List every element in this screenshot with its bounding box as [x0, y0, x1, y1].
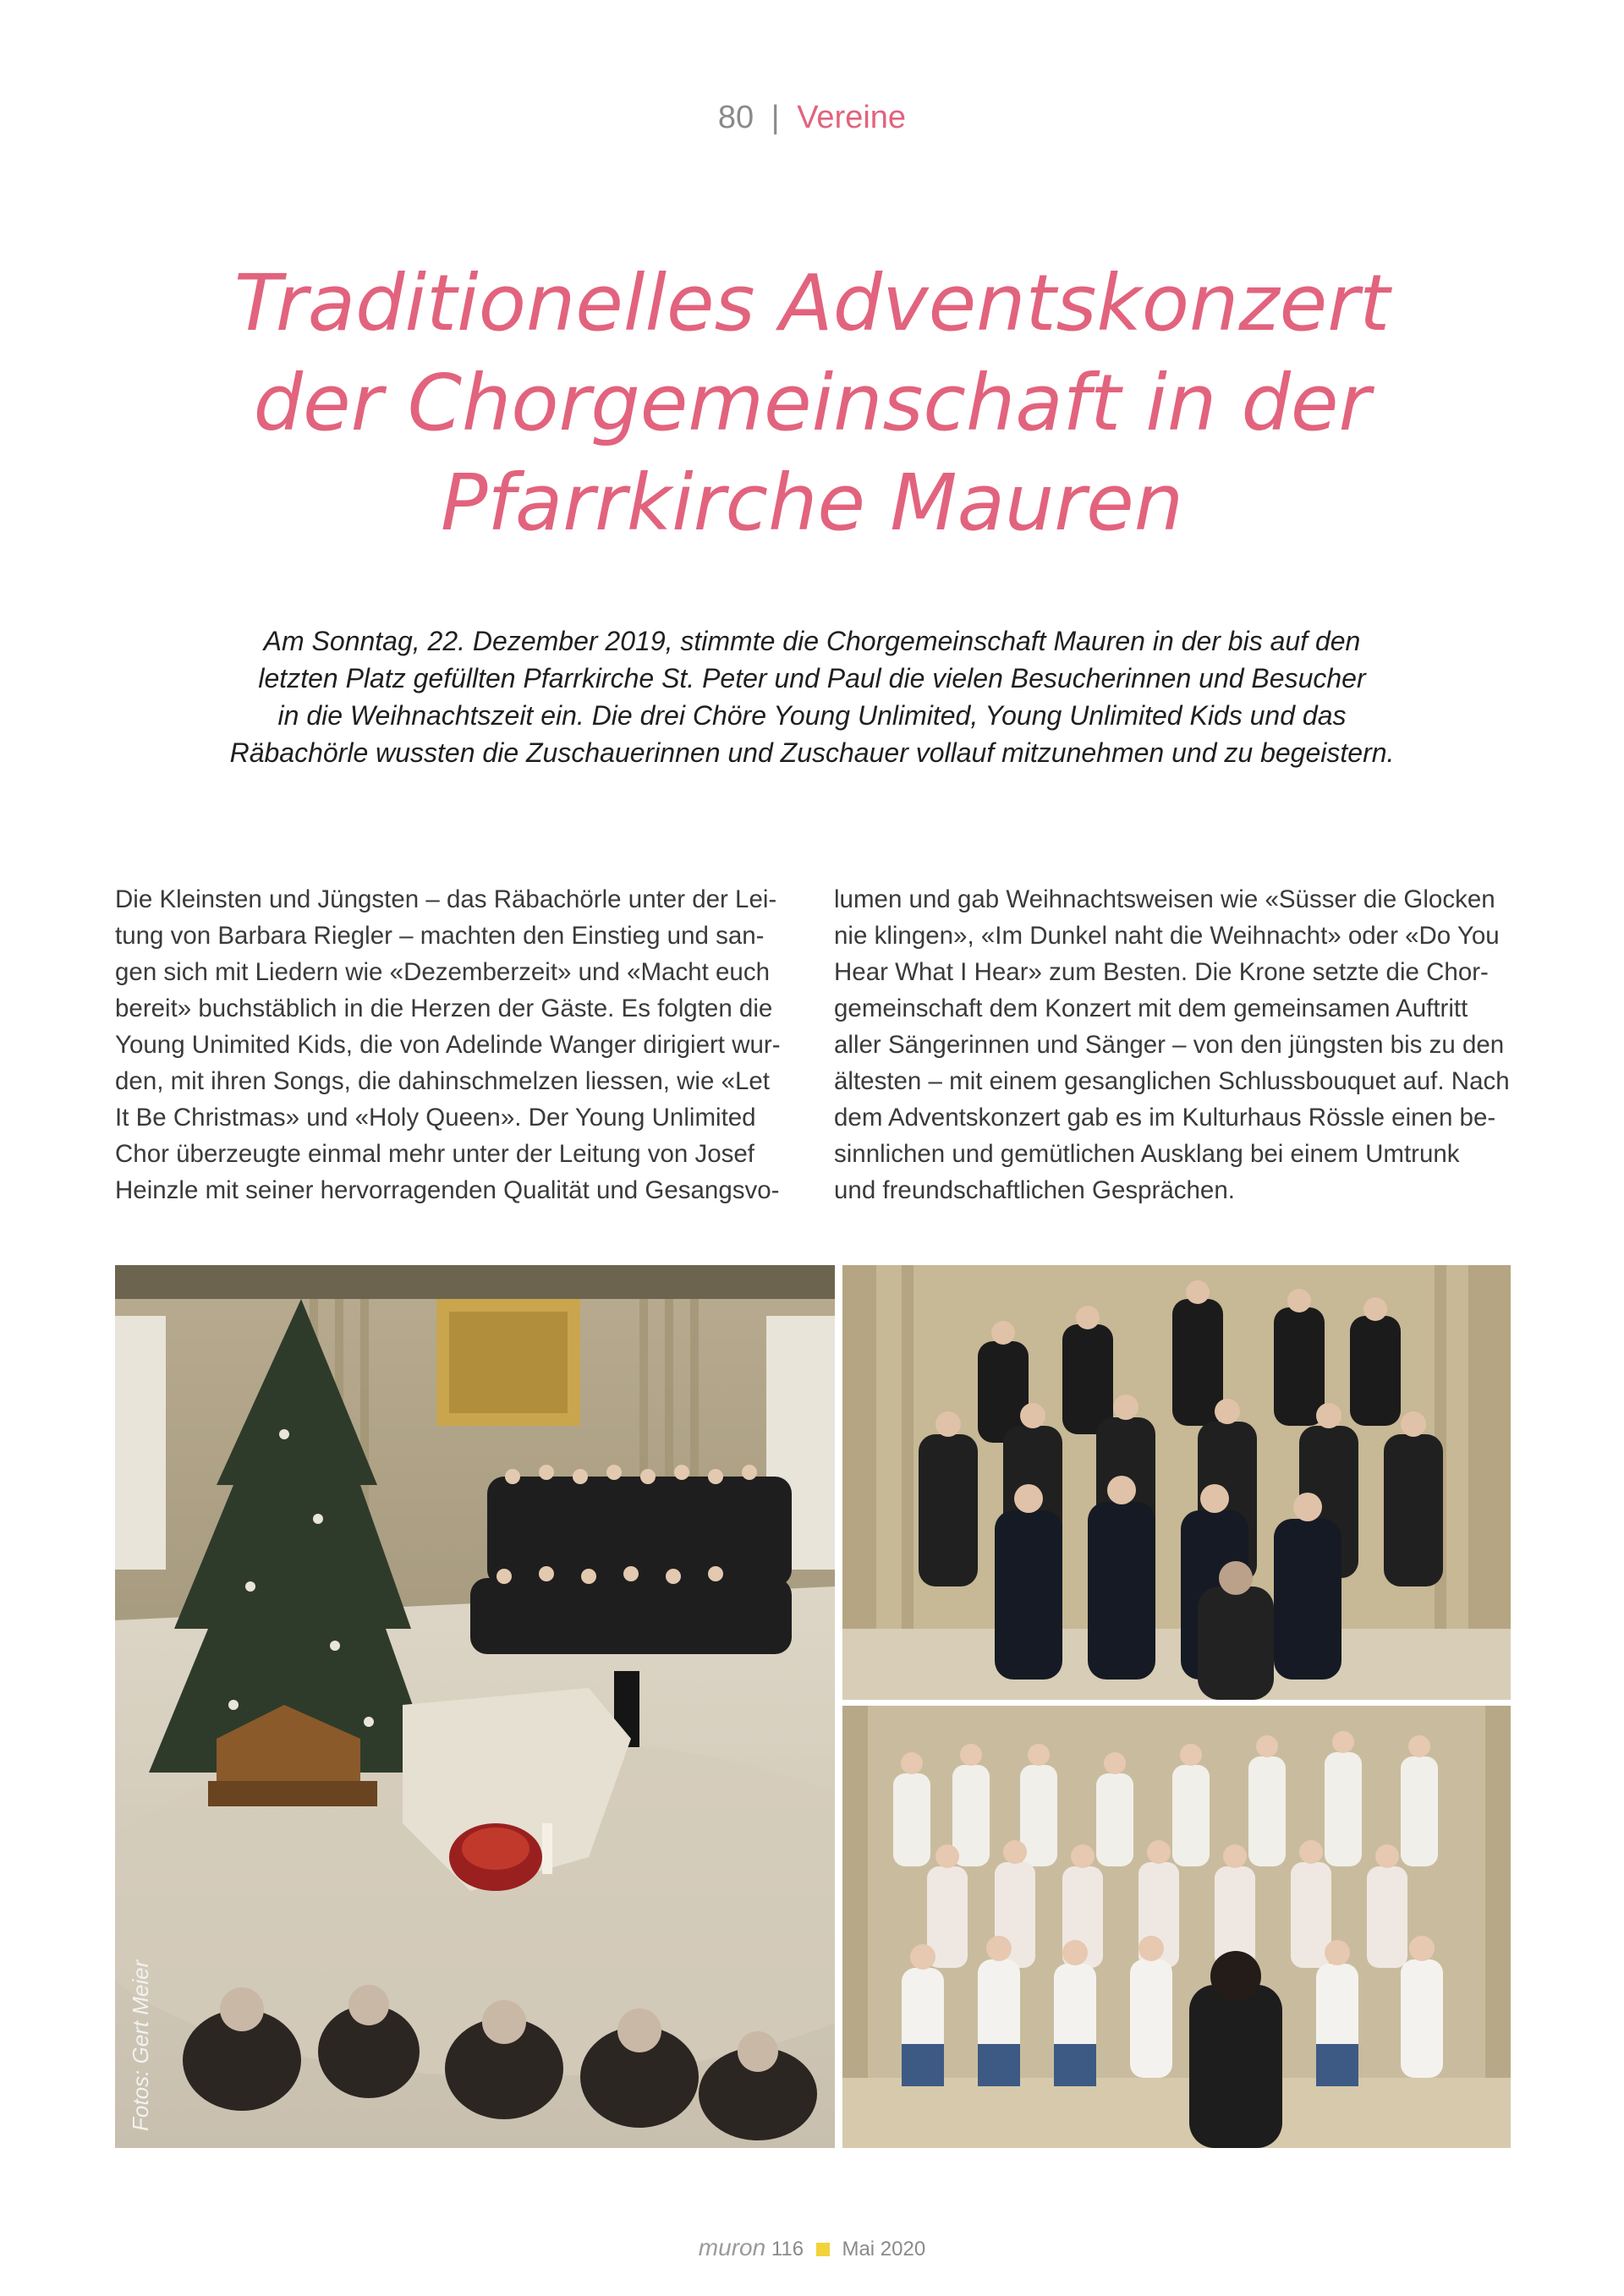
- photo-credit: Fotos: Gert Meier: [128, 1959, 153, 2131]
- body-line: lumen und gab Weihnachtsweisen wie «Süsser die Glocken: [834, 885, 1495, 913]
- magazine-name: muron: [698, 2234, 766, 2260]
- title-line-3: Pfarrkirche Mauren: [440, 458, 1184, 548]
- body-line: Chor überzeugte einmal mehr unter der Leitung von Josef: [115, 1140, 754, 1168]
- body-line: bereit» buchstäblich in die Herzen der Gäste. Es folgten die: [115, 995, 773, 1022]
- article-body: [115, 881, 1511, 1219]
- header-separator: |: [771, 100, 780, 135]
- adult-choir-image: [842, 1265, 1511, 1700]
- photo-collage: [115, 1265, 1511, 2148]
- section-label: Vereine: [797, 100, 907, 135]
- photo-church-interior: [115, 1265, 835, 2148]
- page-number: 80: [717, 100, 754, 135]
- footer-square-icon: [816, 2243, 830, 2256]
- title-line-2: der Chorgemeinschaft in der: [253, 358, 1371, 448]
- body-line: den, mit ihren Songs, die dahinschmelzen liessen, wie «Let: [115, 1067, 771, 1095]
- page-footer: [0, 2234, 1624, 2261]
- body-line: aller Sängerinnen und Sänger – von den jüngsten bis zu den: [834, 1031, 1505, 1059]
- issue-date: Mai 2020: [842, 2238, 926, 2260]
- title-line-1: Traditionelles Adventskonzert: [233, 258, 1391, 348]
- body-column-right: [834, 881, 1528, 1208]
- body-line: It Be Christmas» und «Holy Queen». Der Young Unlimited: [115, 1104, 756, 1132]
- article-lead: [169, 622, 1455, 771]
- issue-number: 116: [771, 2238, 804, 2260]
- body-column-left: [115, 881, 809, 1208]
- body-line: tung von Barbara Riegler – machten den Einstieg und san-: [115, 922, 765, 950]
- article-title: [135, 254, 1489, 553]
- photo-children-choir: [842, 1706, 1511, 2148]
- body-line: ältesten – mit einem gesanglichen Schlussbouquet auf. Nach: [834, 1067, 1510, 1095]
- children-choir-image: [842, 1706, 1511, 2148]
- photo-adult-choir: [842, 1265, 1511, 1700]
- body-line: gen sich mit Liedern wie «Dezemberzeit» und «Macht euch: [115, 958, 770, 986]
- lead-line-2: letzten Platz gefüllten Pfarrkirche St. Peter und Paul die vielen Besucherinnen und Besucher: [258, 663, 1366, 693]
- body-line: gemeinschaft dem Konzert mit dem gemeinsamen Auftritt: [834, 995, 1468, 1022]
- body-line: Die Kleinsten und Jüngsten – das Räbachörle unter der Lei-: [115, 885, 777, 913]
- body-line: und freundschaftlichen Gesprächen.: [834, 1176, 1235, 1204]
- lead-line-1: Am Sonntag, 22. Dezember 2019, stimmte die Chorgemeinschaft Mauren in der bis auf den: [263, 626, 1361, 656]
- body-line: nie klingen», «Im Dunkel naht die Weihnacht» oder «Do You: [834, 922, 1500, 950]
- church-interior-image: [115, 1265, 835, 2148]
- body-line: sinnlichen und gemütlichen Ausklang bei einem Umtrunk: [834, 1140, 1460, 1168]
- body-line: Young Unimited Kids, die von Adelinde Wanger dirigiert wur-: [115, 1031, 781, 1059]
- body-line: Heinzle mit seiner hervorragenden Qualität und Gesangsvo-: [115, 1176, 780, 1204]
- page-header: [0, 100, 1624, 136]
- body-line: dem Adventskonzert gab es im Kulturhaus Rössle einen be-: [834, 1104, 1496, 1132]
- body-line: Hear What I Hear» zum Besten. Die Krone setzte die Chor-: [834, 958, 1489, 986]
- lead-line-3: in die Weihnachtszeit ein. Die drei Chöre Young Unlimited, Young Unlimited Kids und das: [277, 700, 1347, 731]
- lead-line-4: Räbachörle wussten die Zuschauerinnen und Zuschauer vollauf mitzunehmen und zu begeistern.: [229, 737, 1395, 768]
